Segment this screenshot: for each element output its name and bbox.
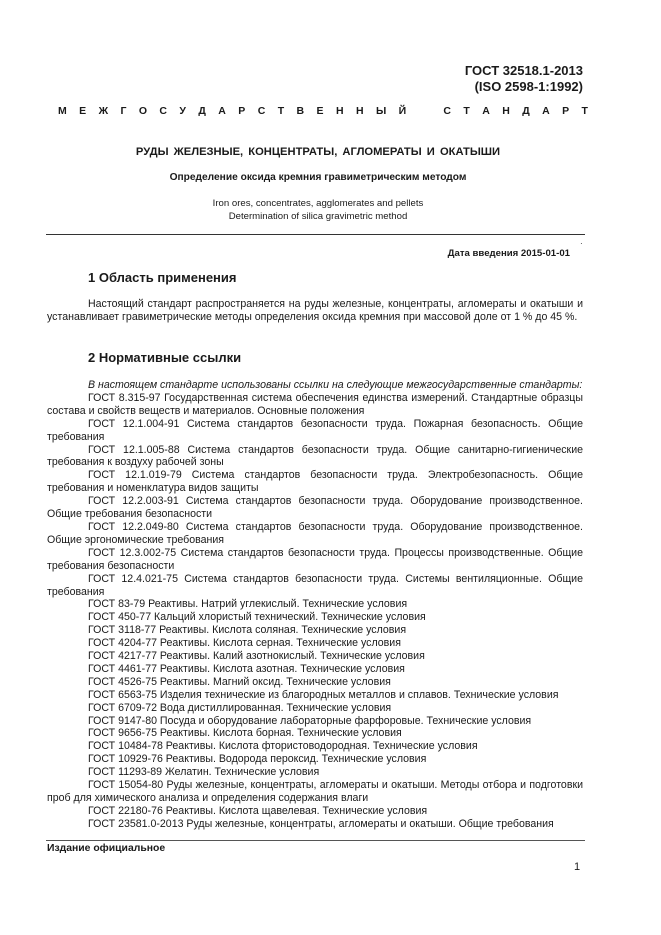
official-edition-label: Издание официальное — [47, 843, 166, 854]
banner-letter: Р — [238, 105, 246, 117]
reference-item: ГОСТ 12.3.002-75 Система стандартов безопасности труда. Процессы производственные. Общие требования безопасности — [47, 546, 583, 572]
reference-item: ГОСТ 4526-75 Реактивы. Магний оксид. Технические условия — [88, 675, 391, 688]
reference-item: ГОСТ 450-77 Кальций хлористый технический. Технические условия — [88, 611, 426, 624]
normative-references — [47, 379, 583, 831]
document-title: РУДЫ ЖЕЛЕЗНЫЕ, КОНЦЕНТРАТЫ, АГЛОМЕРАТЫ И ОКАТЫШИ — [135, 146, 501, 158]
reference-item: ГОСТ 10929-76 Реактивы. Водорода пероксид. Технические условия — [88, 753, 427, 766]
reference-item: ГОСТ 6709-72 Вода дистиллированная. Технические условия — [88, 701, 392, 714]
banner-letter: Н — [355, 105, 364, 117]
standard-code: ГОСТ 32518.1-2013 — [464, 63, 583, 78]
document-subtitle: Определение оксида кремния гравиметрическим методом — [169, 172, 467, 183]
reference-item: ГОСТ 83-79 Реактивы. Натрий углекислый. Технические условия — [88, 598, 408, 611]
banner-letter: В — [296, 105, 305, 117]
banner-letter: Е — [79, 105, 87, 117]
section-1-heading: 1 Область применения — [88, 270, 237, 285]
reference-item: ГОСТ 11293-89 Желатин. Технические условия — [88, 766, 320, 779]
reference-item: ГОСТ 12.2.049-80 Система стандартов безопасности труда. Оборудование производственное. Общие эргономические требования — [47, 520, 583, 546]
banner-letter: Т — [581, 105, 588, 117]
reference-item: ГОСТ 15054-80 Руды железные, концентраты, агломераты и окатыши. Методы отбора и подготовки проб для химического анализа и определения содержания влаги — [47, 779, 583, 804]
standard-code-block — [323, 63, 583, 95]
title-divider — [46, 234, 585, 235]
banner-letter: Т — [463, 105, 470, 117]
interstate-standard-banner — [58, 105, 588, 117]
reference-item: ГОСТ 22180-76 Реактивы. Кислота щавелевая. Технические условия — [88, 804, 428, 817]
section-1-text: Настоящий стандарт распространяется на руды железные, концентраты, агломераты и окатыши и устанавливает гравиметрические методы определения оксида кремния при массовой доле от 1 % до 45 %. — [47, 298, 583, 324]
reference-item: ГОСТ 9656-75 Реактивы. Кислота борная. Технические условия — [88, 727, 402, 740]
references-intro: В настоящем стандарте использованы ссылки на следующие межгосударственные стандарты: — [88, 379, 583, 391]
banner-letter: С — [443, 105, 451, 117]
english-title-line-1: Iron ores, concentrates, agglomerates and pellets — [212, 198, 424, 209]
banner-letter: Д — [198, 105, 206, 117]
reference-item: ГОСТ 3118-77 Реактивы. Кислота соляная. Технические условия — [88, 624, 407, 637]
reference-item: ГОСТ 12.1.005-88 Система стандартов безопасности труда. Общие санитарно-гигиенические требования к воздуху рабочей зоны — [47, 443, 583, 469]
reference-item: ГОСТ 4461-77 Реактивы. Кислота азотная. Технические условия — [88, 662, 405, 675]
divider-dot: · — [580, 239, 583, 248]
banner-letter: М — [58, 105, 67, 117]
reference-item: ГОСТ 4204-77 Реактивы. Кислота серная. Технические условия — [88, 637, 401, 650]
banner-letter: Н — [335, 105, 344, 117]
banner-letter: Ж — [98, 105, 109, 117]
banner-letter: Г — [120, 105, 127, 117]
page-number: 1 — [574, 861, 581, 873]
reference-item: ГОСТ 4217-77 Реактивы. Калий азотнокислый. Технические условия — [88, 650, 425, 663]
banner-letter: А — [482, 105, 490, 117]
banner-letter: Т — [277, 105, 285, 117]
section-2-heading: 2 Нормативные ссылки — [88, 350, 242, 365]
banner-letter: С — [159, 105, 168, 117]
reference-item: ГОСТ 10484-78 Реактивы. Кислота фтористоводородная. Технические условия — [88, 740, 478, 753]
banner-letter: С — [257, 105, 266, 117]
banner-letter: У — [179, 105, 186, 117]
banner-letter: Н — [502, 105, 510, 117]
section-1-body — [47, 298, 583, 324]
banner-letter: Е — [316, 105, 324, 117]
footer-divider — [46, 840, 585, 841]
introduction-date: Дата введения 2015-01-01 — [447, 248, 570, 259]
reference-item: ГОСТ 12.4.021-75 Система стандартов безопасности труда. Системы вентиляционные. Общие требования — [47, 572, 583, 598]
banner-letter: Й — [398, 105, 407, 117]
reference-item: ГОСТ 12.2.003-91 Система стандартов безопасности труда. Оборудование производственное. Общие требования безопасности — [47, 495, 583, 521]
banner-letter: Ы — [375, 105, 387, 117]
reference-item: ГОСТ 9147-80 Посуда и оборудование лабораторные фарфоровые. Технические условия — [88, 714, 532, 727]
banner-letter: О — [138, 105, 148, 117]
reference-item: ГОСТ 12.1.004-91 Система стандартов безопасности труда. Пожарная безопасность. Общие требования — [47, 417, 583, 443]
banner-letter: А — [542, 105, 550, 117]
iso-code: (ISO 2598-1:1992) — [474, 79, 583, 94]
english-title — [48, 198, 588, 223]
english-title-line-2: Determination of silica gravimetric method — [228, 210, 408, 222]
reference-item: ГОСТ 23581.0-2013 Руды железные, концентраты, агломераты и окатыши. Общие требования — [88, 817, 554, 830]
banner-letter: А — [218, 105, 226, 117]
banner-letter: Р — [562, 105, 570, 117]
reference-item: ГОСТ 6563-75 Изделия технические из благородных металлов и сплавов. Технические условия — [88, 688, 559, 701]
reference-item: ГОСТ 12.1.019-79 Система стандартов безопасности труда. Электробезопасность. Общие требования и номенклатура видов защиты — [47, 469, 583, 495]
reference-item: ГОСТ 8.315-97 Государственная система обеспечения единства измерений. Стандартные образцы состава и свойств веществ и материалов. Основные положения — [47, 391, 583, 417]
banner-letter: Д — [522, 105, 530, 117]
